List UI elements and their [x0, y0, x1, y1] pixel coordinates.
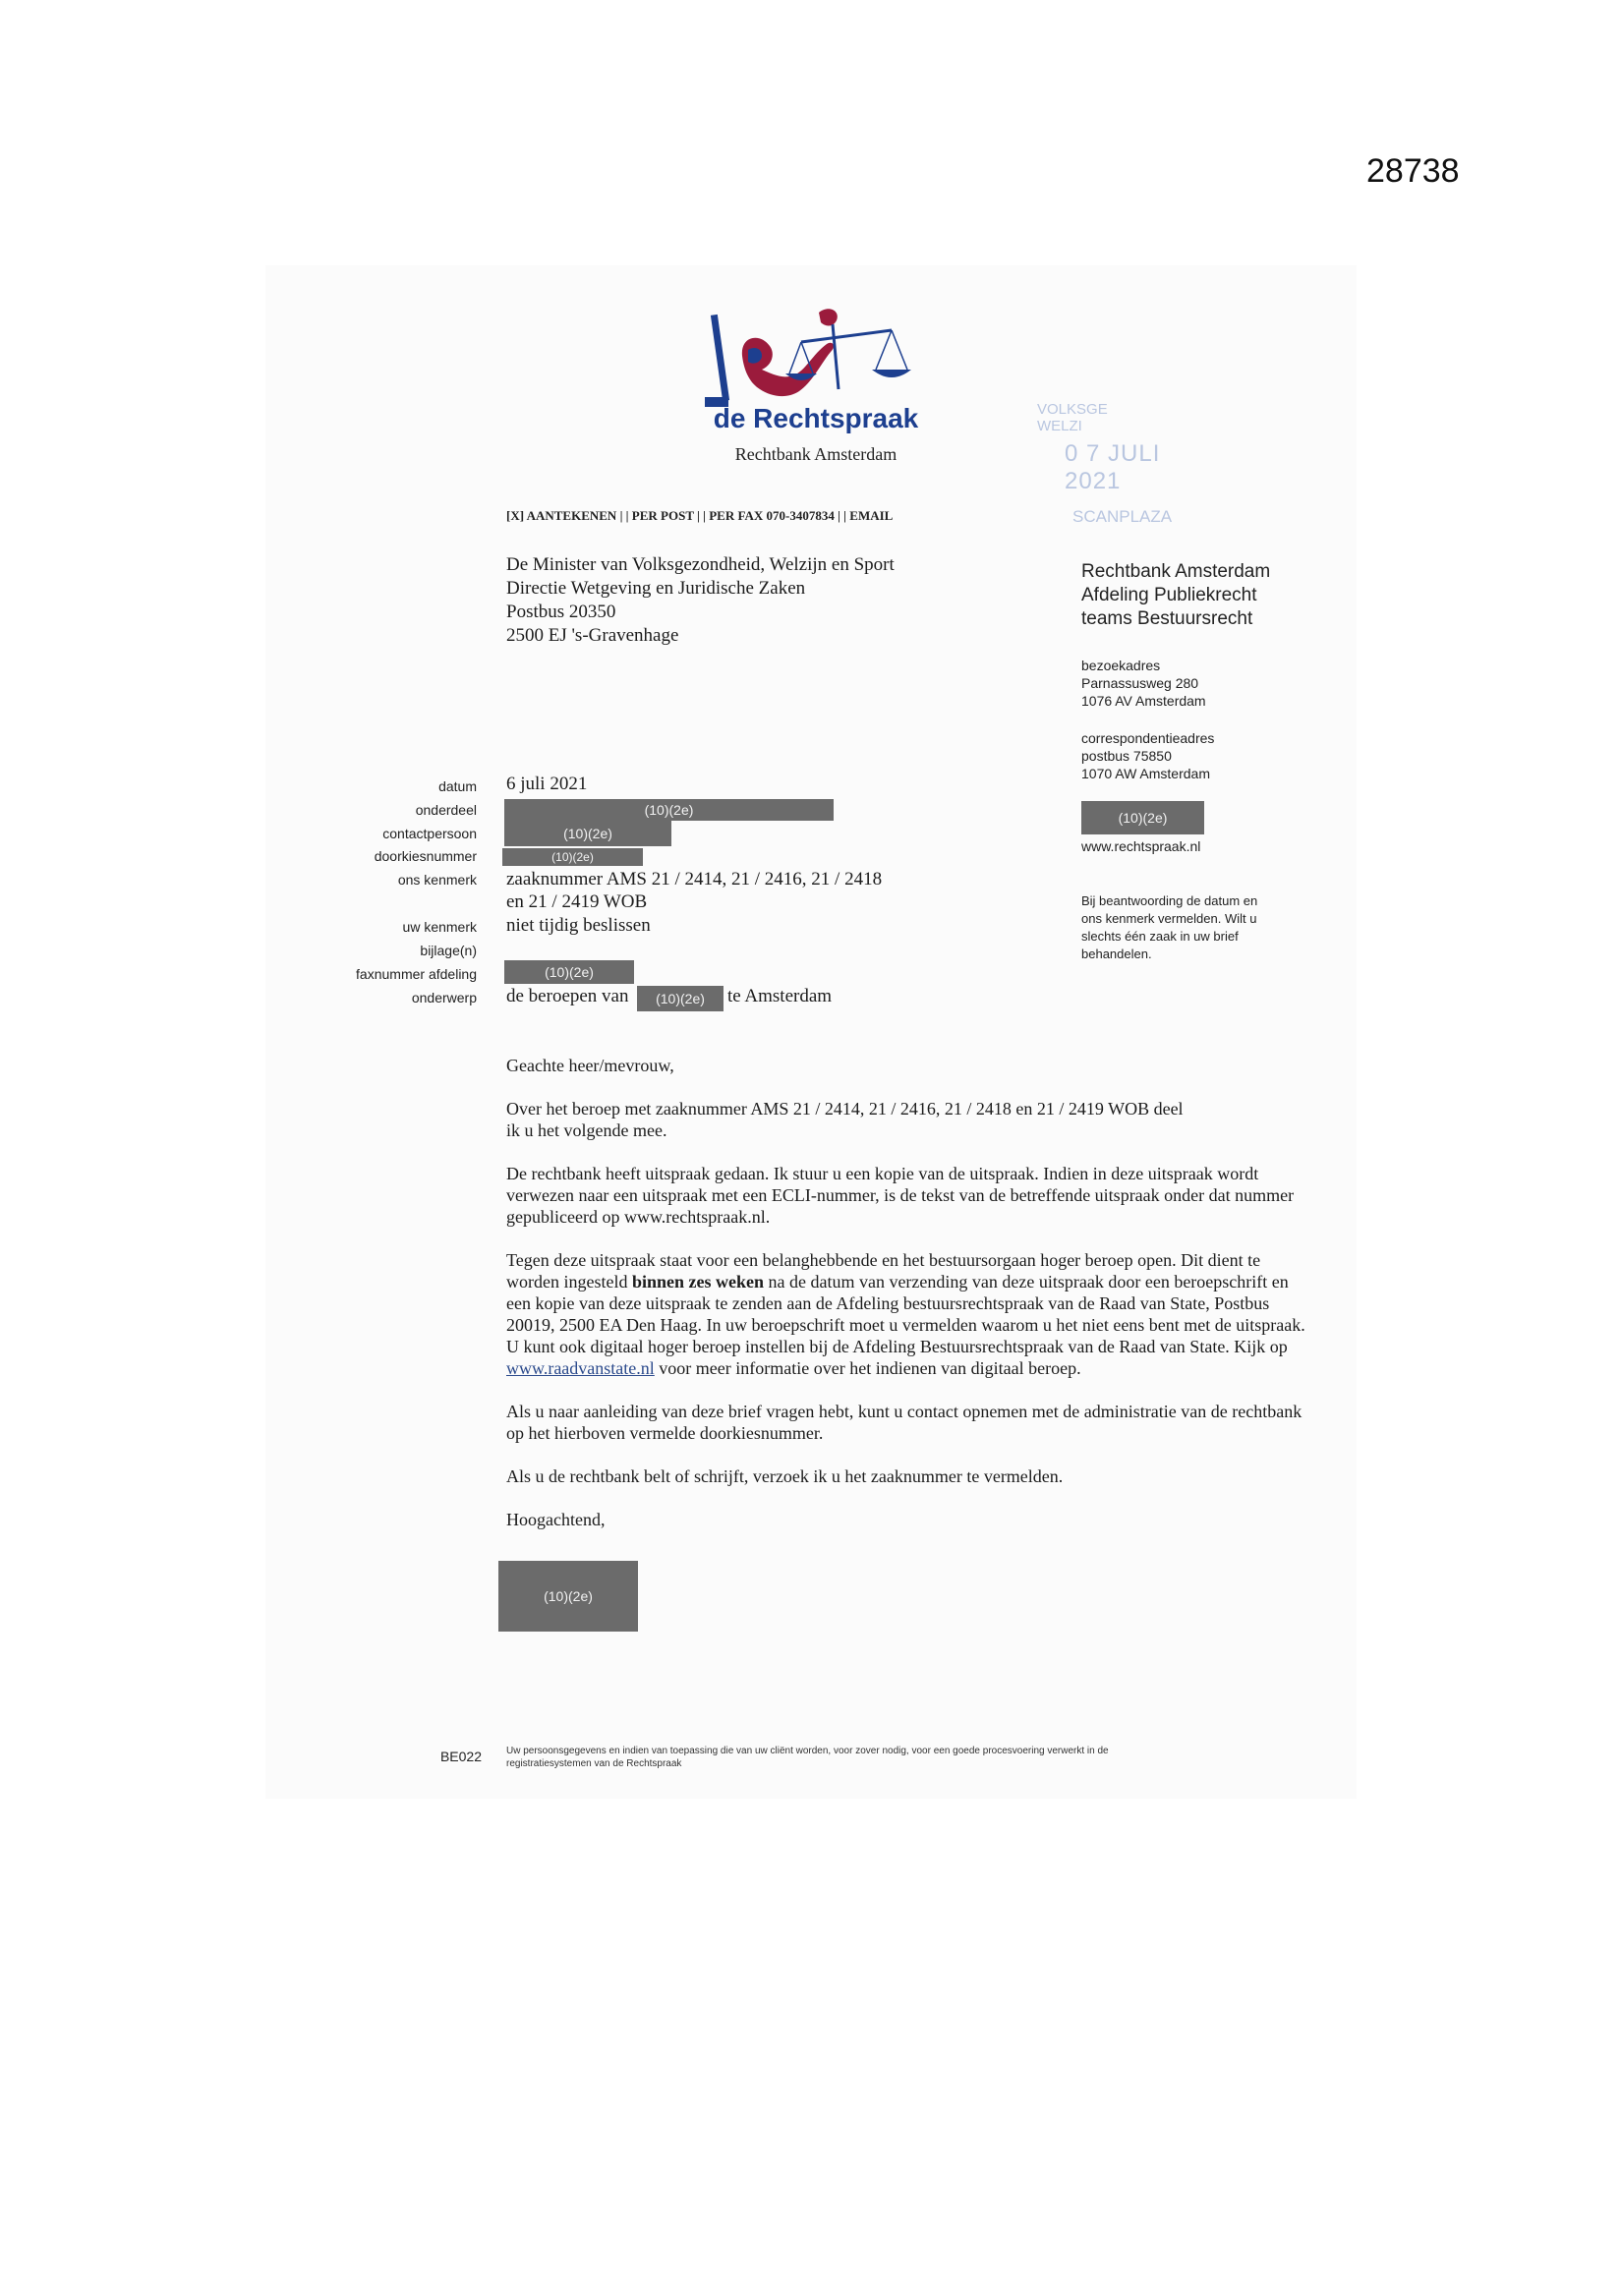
- sender-website: www.rechtspraak.nl: [1081, 838, 1201, 854]
- reply-note-line-4: behandelen.: [1081, 947, 1152, 961]
- sender-line-1: Rechtbank Amsterdam: [1081, 561, 1271, 582]
- corr-city: 1070 AW Amsterdam: [1081, 766, 1210, 781]
- redaction-doorkiesnummer: (10)(2e): [502, 848, 643, 866]
- sender-line-3: teams Bestuursrecht: [1081, 608, 1253, 629]
- recipient-line-1: De Minister van Volksgezondheid, Welzijn en Sport: [506, 554, 895, 575]
- label-bijlagen: bijlage(n): [420, 943, 477, 958]
- label-onderdeel: onderdeel: [415, 802, 477, 818]
- logo-subtitle: Rechtbank Amsterdam: [734, 444, 897, 464]
- reply-note-line-2: ons kenmerk vermelden. Wilt u: [1081, 911, 1257, 926]
- letter-body: [506, 1055, 1312, 1536]
- visit-city: 1076 AV Amsterdam: [1081, 693, 1206, 709]
- paragraph-3: [506, 1249, 1312, 1379]
- paragraph-1: Over het beroep met zaaknummer AMS 21 / 2414, 21 / 2416, 21 / 2418 en 21 / 2419 WOB deel ik u het volgende mee.: [506, 1099, 1184, 1140]
- paragraph-2: De rechtbank heeft uitspraak gedaan. Ik stuur u een kopie van de uitspraak. Indien in deze uitspraak wordt verwezen naar een uitspraak met een ECLI-nummer, is de tekst van de betreffende uitspraak onder dat nummer gepubliceerd op www.rechtspraak.nl.: [506, 1164, 1295, 1227]
- redaction-faxnummer: (10)(2e): [504, 960, 634, 984]
- label-contactpersoon: contactpersoon: [382, 826, 477, 841]
- redaction-onderdeel: (10)(2e): [504, 799, 834, 821]
- label-doorkiesnummer: doorkiesnummer: [374, 848, 477, 864]
- correspondence-address: [1081, 729, 1214, 782]
- recipient-line-2: Directie Wetgeving en Juridische Zaken: [506, 578, 806, 599]
- delivery-options: [X] AANTEKENEN | | PER POST | | PER FAX 070-3407834 | | EMAIL: [506, 508, 894, 523]
- paragraph-3-part-c: voor meer informatie over het indienen van digitaal beroep.: [654, 1358, 1081, 1378]
- redaction-onderwerp: (10)(2e): [637, 986, 724, 1011]
- logo-brand: de Rechtspraak: [713, 403, 919, 433]
- form-code: BE022: [439, 1749, 482, 1764]
- value-ons-kenmerk-line-2: en 21 / 2419 WOB: [506, 891, 648, 912]
- visit-street: Parnassusweg 280: [1081, 675, 1199, 691]
- signature-redaction: (10)(2e): [498, 1561, 638, 1632]
- label-faxnummer: faxnummer afdeling: [356, 966, 477, 982]
- corr-box: postbus 75850: [1081, 748, 1172, 764]
- paragraph-3-part-a: Tegen deze uitspraak staat voor een belanghebbende en het bestuursorgaan hoger beroep open. Dit dient te worden ingesteld: [506, 1250, 1261, 1292]
- recipient-line-4: 2500 EJ 's-Gravenhage: [506, 625, 679, 646]
- sender-name-block: [1081, 560, 1270, 631]
- sender-line-2: Afdeling Publiekrecht: [1081, 585, 1257, 605]
- sender-redaction: (10)(2e): [1081, 801, 1204, 834]
- corr-label: correspondentieadres: [1081, 730, 1215, 746]
- privacy-line-1: Uw persoonsgegevens en indien van toepassing die van uw cliënt worden, voor zover nodig, voor een goede procesvoering verwerkt in de: [506, 1746, 1109, 1756]
- recipient-address: [506, 553, 895, 648]
- label-onderwerp: onderwerp: [411, 990, 477, 1005]
- paragraph-3-emphasis: binnen zes weken: [631, 1272, 764, 1292]
- value-datum: 6 juli 2021: [506, 774, 588, 794]
- value-uw-kenmerk: niet tijdig beslissen: [506, 915, 651, 936]
- reply-note-line-3: slechts één zaak in uw brief: [1081, 929, 1239, 944]
- justitia-logo-icon: [703, 295, 949, 418]
- value-ons-kenmerk-line-1: zaaknummer AMS 21 / 2414, 21 / 2416, 21 / 2418: [506, 869, 883, 890]
- stamp-line-1: VOLKSGE: [1037, 401, 1108, 418]
- label-datum: datum: [438, 778, 477, 794]
- closing: Hoogachtend,: [506, 1510, 606, 1529]
- paragraph-3-part-b: na de datum van verzending van deze uitspraak door een beroepschrift en een kopie van deze uitspraak te zenden aan de Afdeling bestuursrechtspraak van de Raad van State, Postbus 20019, 2500 EA Den Haag. In uw beroepschrift moet u vermelden waarom u het niet eens bent met de uitspraak. U kunt ook digitaal hoger beroep instellen bij de Afdeling Bestuursrechtspraak van de Raad van State. Kijk op: [506, 1272, 1305, 1356]
- salutation: Geachte heer/mevrouw,: [506, 1056, 674, 1075]
- received-stamp: [1037, 401, 1214, 529]
- reply-note-line-1: Bij beantwoording de datum en: [1081, 893, 1258, 908]
- recipient-line-3: Postbus 20350: [506, 602, 616, 622]
- page-number: 28738: [1366, 152, 1460, 190]
- stamp-location: SCANPLAZA: [1072, 507, 1173, 526]
- stamp-date: 0 7 JULI 2021: [1065, 440, 1161, 494]
- privacy-notice: [506, 1745, 1293, 1770]
- paragraph-5: Als u de rechtbank belt of schrijft, verzoek ik u het zaaknummer te vermelden.: [506, 1466, 1064, 1486]
- visit-label: bezoekadres: [1081, 658, 1161, 673]
- value-onderwerp-prefix: de beroepen van: [506, 986, 629, 1006]
- reply-note: [1081, 892, 1257, 963]
- privacy-line-2: registratiesystemen van de Rechtspraak: [506, 1758, 682, 1769]
- label-ons-kenmerk: ons kenmerk: [397, 872, 477, 888]
- rechtspraak-logo: [703, 295, 949, 418]
- stamp-line-2: WELZI: [1037, 418, 1082, 434]
- raadvanstate-link[interactable]: www.raadvanstate.nl: [506, 1358, 655, 1378]
- paragraph-4: Als u naar aanleiding van deze brief vragen hebt, kunt u contact opnemen met de administratie van de rechtbank op het hierboven vermelde doorkiesnummer.: [506, 1402, 1303, 1443]
- redaction-contactpersoon: (10)(2e): [504, 821, 671, 846]
- value-onderwerp-suffix: te Amsterdam: [727, 986, 833, 1006]
- visit-address: [1081, 657, 1206, 710]
- label-uw-kenmerk: uw kenmerk: [402, 919, 477, 935]
